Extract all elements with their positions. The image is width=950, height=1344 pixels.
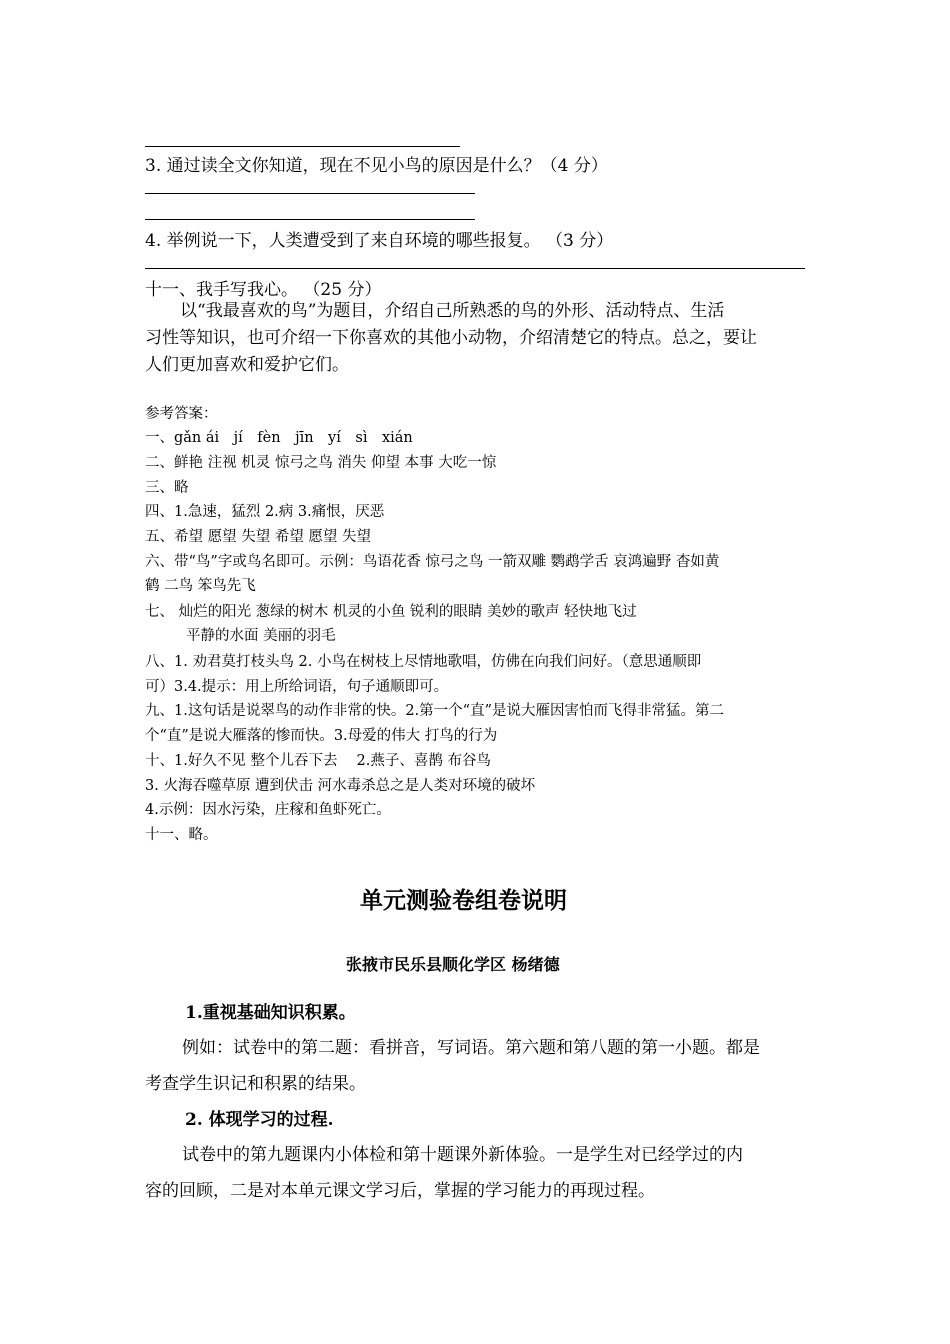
- answer-blank-line: [145, 193, 475, 194]
- section-heading: 2. 体现学习的过程.: [185, 1110, 334, 1130]
- answer-line: 平静的水面 美丽的羽毛: [186, 628, 336, 644]
- answer-blank-line: [145, 268, 805, 269]
- answer-line: 十一、略。: [145, 827, 218, 843]
- answer-line: 3. 火海吞噬草原 遭到伏击 河水毒杀总之是人类对环境的破坏: [145, 778, 536, 794]
- answers-heading: 参考答案：: [145, 406, 218, 422]
- answer-line: 七、 灿烂的阳光 葱绿的树木 机灵的小鱼 锐利的眼睛 美妙的歌声 轻快地飞过: [145, 604, 637, 620]
- answer-line: 十、1.好久不见 整个儿吞下去 2.燕子、喜鹊 布谷鸟: [145, 753, 491, 769]
- answer-line: 五、希望 愿望 失望 希望 愿望 失望: [145, 529, 372, 545]
- writing-heading: 十一、我手写我心。 （25 分）: [145, 280, 382, 300]
- answer-line: 三、略: [145, 480, 189, 496]
- answer-blank-line: [145, 219, 475, 220]
- writing-line: 习性等知识，也可介绍一下你喜欢的其他小动物，介绍清楚它的特点。总之，要让: [145, 328, 757, 348]
- author-line: 张掖市民乐县顺化学区 杨绪德: [346, 955, 560, 974]
- paragraph-line: 考查学生识记和积累的结果。: [145, 1074, 366, 1094]
- answer-line: 八、1. 劝君莫打枝头鸟 2. 小鸟在树枝上尽情地歌唱，仿佛在向我们问好。（意思通顺即: [145, 654, 702, 670]
- answer-line: 鹤 二鸟 笨鸟先飞: [145, 578, 256, 594]
- answer-line: 二、鲜艳 注视 机灵 惊弓之鸟 消失 仰望 本事 大吃一惊: [145, 455, 497, 471]
- writing-line: 以“我最喜欢的鸟”为题目，介绍自己所熟悉的鸟的外形、活动特点、生活: [180, 301, 725, 321]
- answer-line: 可）3.4.提示：用上所给词语，句子通顺即可。: [145, 679, 449, 695]
- question-4: 4. 举例说一下，人类遭受到了来自环境的哪些报复。 （3 分）: [145, 231, 614, 251]
- answer-line: 九、1.这句话是说翠鸟的动作非常的快。2.第一个“直”是说大雁因害怕而飞得非常猛。第二: [145, 703, 724, 719]
- paragraph-line: 容的回顾，二是对本单元课文学习后，掌握的学习能力的再现过程。: [145, 1181, 655, 1201]
- paragraph-line: 例如：试卷中的第二题：看拼音，写词语。第六题和第八题的第一小题。都是: [182, 1038, 760, 1058]
- answer-line: 4.示例：因水污染，庄稼和鱼虾死亡。: [145, 802, 391, 818]
- writing-line: 人们更加喜欢和爱护它们。: [145, 355, 349, 375]
- answer-line: 四、1.急速，猛烈 2.病 3.痛恨，厌恶: [145, 504, 385, 520]
- explanation-title: 单元测验卷组卷说明: [360, 888, 567, 914]
- answer-line: 六、带“鸟”字或鸟名即可。示例：鸟语花香 惊弓之鸟 一箭双雕 鹦鹉学舌 哀鸿遍野 杳如黄: [145, 554, 720, 570]
- answer-blank-line: [145, 146, 460, 147]
- answer-line: 个“直”是说大雁落的惨而快。3.母爱的伟大 打鸟的行为: [145, 728, 498, 744]
- section-heading: 1.重视基础知识积累。: [185, 1003, 356, 1023]
- paragraph-line: 试卷中的第九题课内小体检和第十题课外新体验。一是学生对已经学过的内: [182, 1145, 743, 1165]
- answer-line: 一、gǎn ái jí fèn jīn yí sì xián: [145, 430, 413, 446]
- question-3: 3. 通过读全文你知道，现在不见小鸟的原因是什么？（4 分）: [145, 156, 608, 176]
